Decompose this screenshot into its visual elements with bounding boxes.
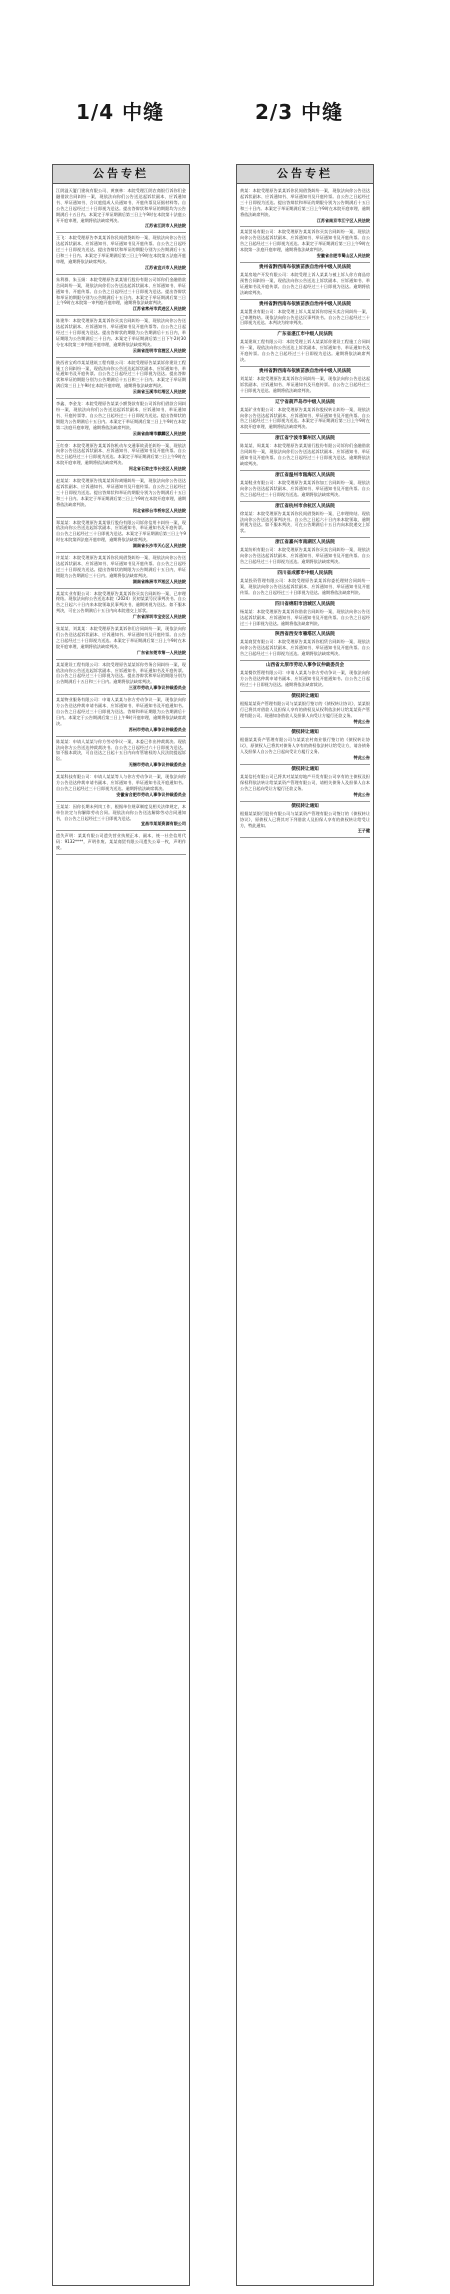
notice-item bbox=[56, 660, 186, 696]
notice-text: 某某餐饮管理有限公司：申请人某某与你方劳动争议一案，现依法向你方公告送达仲裁申请书副本、应诉通知书及开庭通知书。自公告之日起经过三十日即视为送达。逾期将依法缺席裁决。 bbox=[240, 670, 370, 687]
notice-item bbox=[240, 186, 370, 227]
notice-item bbox=[240, 398, 370, 435]
notice-text: 黄某：本院受理原告某某诉你民间借贷纠纷一案，现依法向你公告送达起诉状副本、应诉通知书、举证通知书及开庭传票。自公告之日起经过三十日即视为送达。提出答辩状和举证的期限分别为公告期满后十五日和三十日内。本案定于举证期满后第三日上午9时在本院开庭审理，逾期将依法缺席判决。 bbox=[240, 188, 370, 217]
notice-item bbox=[56, 441, 186, 477]
notice-text: 某某贸易有限公司：本院受理原告某某诉你买卖合同纠纷一案，现依法向你公告送达起诉状副本、应诉通知书、举证通知书及开庭传票。自公告之日起经过三十日即视为送达。本案定于举证期满后第三日上午9时在本院第一法庭开庭审理，逾期将依法缺席判决。 bbox=[240, 229, 370, 253]
notice-item bbox=[56, 772, 186, 802]
notice-text: 某某房地产开发有限公司：本院受理上诉人某某与被上诉人你方商品房预售合同纠纷一案，现依法向你公告送达上诉状副本、应诉通知书、举证通知书及开庭传票。自公告之日起经过三十日即视为送达。逾期将依法缺席判决。 bbox=[240, 271, 370, 295]
notice-signature: 湖南省株洲市芦淞区人民法院 bbox=[132, 578, 186, 584]
notice-text: 江阴溢天厦门建筑有限公司、黄康林：本院受理江阴农商银行诉你们金融借款合同纠纷一案，现依法向你们公告送达起诉状副本、应诉通知书、举证通知书、合议庭组成人员通知书、开庭传票及证据材料等。自公告之日起经过三十日即视为送达。提出答辩状和举证的期限均为公告期满后十五日内。本案定于举证期满后第三日上午9时在本院第十法庭公开开庭审理，逾期将依法缺席判决。 bbox=[56, 188, 186, 223]
notice-item bbox=[56, 275, 186, 316]
notice-list bbox=[53, 184, 189, 855]
notice-court: 债权转让通知 bbox=[291, 803, 319, 809]
notice-signature: 特此公告 bbox=[353, 791, 370, 797]
notice-signature: 河北省邢台市桥东区人民法院 bbox=[132, 507, 186, 513]
notice-signature: 河北省石家庄市长安区人民法院 bbox=[128, 466, 186, 472]
page-label-right: 2/3 中缝 bbox=[255, 100, 344, 124]
notice-text: 某某投资管理有限公司：本院受理原告某某诉你委托理财合同纠纷一案，现依法向你公告送达起诉状副本、应诉通知书、举证通知书及开庭传票。自公告之日起经过三十日即视为送达。逾期将依法缺席判决。 bbox=[240, 577, 370, 595]
notice-item bbox=[240, 502, 370, 539]
notice-text: 某某科技有限公司：申请人某某等人与你方劳动争议一案，现依法向你方公告送达仲裁申请书副本、应诉通知书、举证通知书及开庭通知书。自公告之日起经过三十日即视为送达。逾期将依法缺席裁决。 bbox=[56, 774, 186, 791]
notice-court: 债权转让通知 bbox=[291, 730, 319, 736]
notice-column-left bbox=[52, 164, 190, 2286]
notice-court: 贵州省黔西南布依族苗族自治州中级人民法院 bbox=[259, 368, 351, 374]
notice-item bbox=[56, 831, 186, 855]
notice-text: 陕西省宝鸡市某某建筑工程有限公司：本院受理原告某某诉你建设工程施工合同纠纷一案，现依法向你公告送达起诉状副本、应诉通知书、举证通知书及开庭传票。自公告之日起经过三十日即视为送达。提出答辩状和举证的期限分别为公告期满后十五日和三十日内。本案定于举证期满后第三日上午9时在本院开庭审理，逾期将依法缺席判决。 bbox=[56, 359, 186, 389]
notice-signature: 广东省东莞市第一人民法院 bbox=[136, 649, 186, 655]
notice-court: 浙江省杭州市余杭区人民法院 bbox=[275, 503, 335, 509]
notice-court: 债权转让通知 bbox=[291, 767, 319, 773]
notice-text: 徐某某：本院受理原告某某诉你民间借贷纠纷一案，已审理终结。现依法向你公告送达民事判决书。自公告之日起六十日内来本院领取，逾期则视为送达。如不服本判决，可在公告期满后十五日内向本院递交上诉状。 bbox=[240, 510, 370, 534]
notice-signature: 江苏省宜兴市人民法院 bbox=[145, 264, 186, 270]
notice-text: 某某纺织有限公司：本院受理原告某某诉你买卖合同纠纷一案，现依法向你公告送达起诉状副本、应诉通知书、举证通知书及开庭传票。自公告之日起经过三十日即视为送达。逾期将依法缺席判决。 bbox=[240, 547, 370, 565]
notice-signature: 云南省昆明市官渡区人民法院 bbox=[132, 347, 186, 353]
notice-signature: 江苏省南京市江宁区人民法院 bbox=[316, 217, 370, 223]
notice-item bbox=[56, 233, 186, 274]
notice-signature: 湖南省长沙市天心区人民法院 bbox=[132, 543, 186, 549]
notice-text: 郑某某：本院受理原告某某银行股份有限公司诉你信用卡纠纷一案，现依法向你公告送达起诉状副本、应诉通知书、举证通知书及开庭传票。自公告之日起经过三十日即视为送达。本案定于举证期满后第三日上午9时在本院第四法庭开庭审理，逾期将依法缺席判决。 bbox=[56, 519, 186, 543]
notice-item bbox=[240, 227, 370, 263]
notice-court: 广东省湛江市中级人民法院 bbox=[277, 332, 333, 338]
notice-item bbox=[240, 600, 370, 631]
notice-text: 张某某、刘某某：本院受理原告某某诉你们合同纠纷一案，现依法向你们公告送达起诉状副本、应诉通知书、举证通知书及开庭传票。自公告之日起经过三十日即视为送达。本案定于举证期满后第三日上午9时在本院开庭审理，逾期将依法缺席判决。 bbox=[56, 626, 186, 649]
notice-text: 某某建筑工程有限公司：本院受理上诉人某某诉你建设工程施工合同纠纷一案，现依法向你公告送达上诉状副本、应诉通知书、举证通知书及开庭传票。自公告之日起经过三十日即视为送达。逾期将依法缺席判决。 bbox=[240, 339, 370, 363]
notice-item bbox=[240, 692, 370, 729]
notice-item bbox=[240, 538, 370, 569]
column-header: 公告专栏 bbox=[53, 165, 189, 184]
notice-court: 债权转让通知 bbox=[291, 693, 319, 699]
notice-item bbox=[240, 728, 370, 765]
notice-item bbox=[240, 630, 370, 661]
notice-text: 某某矿业有限公司：本院受理原告某某诉你股权转让纠纷一案，现依法向你公告送达起诉状副本、应诉通知书、举证通知书及开庭传票。自公告之日起经过三十日即视为送达。本案定于举证期满后第三日上午9时在本院开庭审理，逾期将依法缺席判决。 bbox=[240, 406, 370, 430]
notice-text: 某某建设工程有限公司：本院受理原告某某诉你劳务合同纠纷一案，现依法向你公告送达起诉状副本、应诉通知书、举证通知书及开庭传票。自公告之日起经过三十日即视为送达。提出答辩状和举证的期限分别为公告期满后十五日和三十日内。逾期将依法缺席判决。 bbox=[56, 661, 186, 685]
notice-item bbox=[240, 471, 370, 502]
notice-signature: 广东省深圳市宝安区人民法院 bbox=[132, 614, 186, 620]
notice-signature: 特此公告 bbox=[353, 718, 370, 724]
notice-signature: 特此公告 bbox=[353, 755, 370, 761]
notice-item bbox=[240, 569, 370, 600]
notice-item bbox=[240, 263, 370, 300]
notice-signature: 三亚市劳动人事争议仲裁委员会 bbox=[128, 685, 186, 691]
notice-item bbox=[56, 399, 186, 440]
notice-item bbox=[240, 330, 370, 367]
notice-signature: 无锡市劳动人事争议仲裁委员会 bbox=[128, 762, 186, 768]
notice-text: 许某某：本院受理原告某某诉你民间借贷纠纷一案，现依法向你公告送达起诉状副本、应诉通知书、举证通知书及开庭传票。自公告之日起经过三十日即视为送达。提出答辩状的期限为公告期满后十五日内，举证期限为公告期满后三十日内。逾期将依法缺席判决。 bbox=[56, 555, 186, 578]
notice-text: 王飞：本院受理原告李某某诉你民间借贷纠纷一案，现依法向你公告送达起诉状副本、应诉通知书、举证通知书及开庭传票。自公告之日起经过三十日即视为送达。提出答辩状和举证的期限分别为公告期满后十五日和三十日内。本案定于举证期满后第三日上午9时在本院第五法庭开庭审理，逾期将依法缺席判决。 bbox=[56, 235, 186, 264]
notice-court: 四川省成都市中级人民法院 bbox=[277, 570, 333, 576]
notice-text: 遗失声明：某某有限公司遗失营业执照正本、副本，统一社会信用代码：9132****，声明作废。某某商贸有限公司遗失公章一枚，声明作废。 bbox=[56, 833, 186, 851]
notice-signature: 江苏省常州市武进区人民法院 bbox=[132, 306, 186, 312]
notice-text: 陈某某、周某某：本院受理原告某某银行股份有限公司诉你们金融借款合同纠纷一案，现依法向你们公告送达起诉状副本、应诉通知书、举证通知书及开庭传票。自公告之日起经过三十日即视为送达。逾期将依法缺席判决。 bbox=[240, 443, 370, 466]
notice-list bbox=[237, 184, 373, 838]
notice-court: 陕西省西安市雁塔区人民法院 bbox=[275, 632, 335, 638]
notice-text: 根据某某资产管理有限公司与某某银行签订的《债权转让协议》，某某银行已将其对借款人及担保人享有的债权及从权利依法转让给某某资产管理有限公司。现通知各借款人及担保人向受让方履行还款义务。 bbox=[240, 700, 370, 718]
notice-signature: 王子健 bbox=[357, 828, 370, 834]
notice-text: 某某鞋业有限公司：本院受理原告某某诉你加工合同纠纷一案，现依法向你公告送达起诉状副本、应诉通知书、举证通知书及开庭传票。自公告之日起经过三十日即视为送达。逾期将依法缺席判决。 bbox=[240, 479, 370, 497]
notice-item bbox=[56, 316, 186, 357]
notice-court: 浙江省宁波市鄞州区人民法院 bbox=[275, 436, 335, 442]
notice-text: 某某置业有限公司：本院受理上诉人某某诉你房屋买卖合同纠纷一案，已审理终结。现依法向你公告送达民事判决书。自公告之日起经过三十日即视为送达。本判决为终审判决。 bbox=[240, 308, 370, 326]
notice-text: 某某物业服务有限公司：申请人某某与你方劳动争议一案，现依法向你方公告送达仲裁申请书副本、应诉通知书、举证通知书及开庭通知书。自公告之日起经过三十日即视为送达。答辩和举证期限为公告期满后十日内。本案定于公告期满后第三日上午9时开庭审理，逾期将依法缺席裁决。 bbox=[56, 697, 186, 726]
notice-text: 根据某某资产管理有限公司与某某农村商业银行签订的《债权转让协议》，原债权人已将其对债务人享有的债权依法转让给受让方，请各债务人及担保人自公告之日起向受让方履行义务。 bbox=[240, 737, 370, 755]
notice-signature: 江苏省江阴市人民法院 bbox=[145, 223, 186, 229]
notice-text: 陈某某：申请人某某与你方劳动争议一案，本委已作出仲裁裁决。现依法向你方公告送达仲裁裁决书。自公告之日起经过六十日即视为送达。如不服本裁决，可自送达之日起十五日内向有管辖权的人民法院提起诉讼。 bbox=[56, 738, 186, 762]
notice-text: 某某实业有限公司：本院受理原告某某诉你买卖合同纠纷一案，已审理终结。现依法向你公告送达本院（2024）民初某某号民事判决书。自公告之日起六十日内来本院领取民事判决书，逾期则视为送达。如不服本判决，可在公告期满后十五日内向本院递交上诉状。 bbox=[56, 590, 186, 614]
notice-item bbox=[56, 476, 186, 517]
notice-court: 浙江省温州市瓯海区人民法院 bbox=[275, 472, 335, 478]
notice-court: 贵州省黔西南布依族苗族自治州中级人民法院 bbox=[259, 301, 351, 307]
notice-item bbox=[56, 737, 186, 773]
notice-text: 杨某某：本院受理原告某某诉你借款合同纠纷一案，现依法向你公告送达起诉状副本、应诉通知书、举证通知书及开庭传票。自公告之日起经过三十日即视为送达。逾期将依法缺席判决。 bbox=[240, 608, 370, 626]
notice-item bbox=[56, 589, 186, 625]
notice-item bbox=[56, 186, 186, 233]
notice-text: 根据某某银行股份有限公司与某某资产管理有限公司签订的《债权转让协议》，原债权人已将其对下列借款人及担保人享有的债权转让给受让方，特此通知。 bbox=[240, 810, 370, 828]
notice-item bbox=[56, 624, 186, 660]
notice-item bbox=[56, 802, 186, 832]
notice-court: 辽宁省葫芦岛市中级人民法院 bbox=[275, 399, 335, 405]
notice-court: 贵州省黔西南布依族苗族自治州中级人民法院 bbox=[259, 264, 351, 270]
notice-signature: 苏州市劳动人事争议仲裁委员会 bbox=[128, 726, 186, 732]
notice-court: 四川省绵阳市涪城区人民法院 bbox=[275, 601, 335, 607]
notice-item bbox=[240, 434, 370, 471]
notice-item bbox=[56, 358, 186, 399]
notice-text: 刘某某：本院受理原告某某诉你合同纠纷一案，现依法向你公告送达起诉状副本、应诉通知书、举证通知书及开庭传票。自公告之日起经过三十日即视为送达。逾期将依法缺席判决。 bbox=[240, 375, 370, 393]
column-header: 公告专栏 bbox=[237, 165, 373, 184]
notice-signature: 安徽省合肥市蜀山区人民法院 bbox=[316, 253, 370, 259]
notice-text: 某某信托有限公司已将其对某某房地产开发有限公司享有的主债权及担保权利依法转让给某某资产管理有限公司，请相关债务人及担保人自本公告之日起向受让方履行还款义务。 bbox=[240, 774, 370, 791]
page-label-left: 1/4 中缝 bbox=[76, 100, 165, 124]
notice-signature: 宜昌市某某资源有限公司 bbox=[140, 821, 186, 827]
notice-text: 王红豪：本院受理原告某某诉你机动车交通事故责任纠纷一案，现依法向你公告送达起诉状副本、应诉通知书、举证通知书及开庭传票。自公告之日起经过三十日即视为送达。本案定于举证期满后第三日上午9时在本院开庭审理，逾期将依法缺席判决。 bbox=[56, 442, 186, 466]
notice-item bbox=[56, 518, 186, 554]
notice-signature: 安徽省合肥市劳动人事争议仲裁委员会 bbox=[116, 791, 186, 797]
notice-item bbox=[240, 661, 370, 692]
notice-court: 山西省太原市劳动人事争议仲裁委员会 bbox=[265, 663, 345, 669]
notice-item bbox=[56, 553, 186, 589]
notice-column-right bbox=[236, 164, 374, 2286]
notice-text: 某某商贸有限公司：本院受理原告某某诉你租赁合同纠纷一案，现依法向你公告送达起诉状副本、应诉通知书、举证通知书及开庭传票。自公告之日起经过三十日即视为送达。逾期将依法缺席判决。 bbox=[240, 639, 370, 657]
notice-item bbox=[240, 802, 370, 839]
notice-signature: 云南省曲靖市麒麟区人民法院 bbox=[132, 430, 186, 436]
notice-text: 赵某某：本院受理原告钱某某诉你离婚纠纷一案，现依法向你公告送达起诉状副本、应诉通知书、举证通知书及开庭传票。自公告之日起经过三十日即视为送达。提出答辩状和举证的期限分别为公告期满后十五日和三十日内。本案定于举证期满后第三日上午9时在本院开庭审理，逾期将依法缺席判决。 bbox=[56, 478, 186, 507]
notice-text: 陈建华：本院受理原告某某诉你买卖合同纠纷一案，现依法向你公告送达起诉状副本、应诉通知书、举证通知书及开庭传票等。自公告之日起经过三十日即视为送达。提出答辩状的期限为公告期满后十五日内，举证期限为公告期满后三十日内。本案定于举证期满后第三日下午2时30分在本院第三审判庭开庭审理，逾期将依法缺席判决。 bbox=[56, 318, 186, 347]
notice-item bbox=[56, 695, 186, 736]
notice-item bbox=[240, 367, 370, 398]
notice-signature: 云南省玉溪市红塔区人民法院 bbox=[132, 389, 186, 395]
notice-item bbox=[240, 765, 370, 802]
notice-court: 浙江省嘉兴市南湖区人民法院 bbox=[275, 540, 335, 546]
notice-text: 王某某：因你长期未到岗工作，根据单位规章制度及相关法律规定，本单位决定与你解除劳动合同。现依法向你公告送达解除劳动合同通知书，自公告之日起经过三十日即视为送达。 bbox=[56, 803, 186, 821]
notice-text: 李鑫、李金龙：本院受理原告某某小额贷款有限公司诉你们借款合同纠纷一案，现依法向你们公告送达起诉状副本、应诉通知书、举证通知书、开庭传票等。自公告之日起经过三十日即视为送达。提出答辩状的期限为公告期满后十五日内。本案定于举证期满后第三日上午9时在本院第二法庭开庭审理，逾期将依法缺席判决。 bbox=[56, 401, 186, 430]
notice-text: 朱利群、朱玉娟：本院受理原告某某银行股份有限公司诉你们金融借款合同纠纷一案，现依法向你们公告送达起诉状副本、应诉通知书、举证通知书、开庭传票。自公告之日起经过三十日即视为送达。提出答辩状和举证的期限分别为公告期满后十五日内。本案定于举证期满后第三日上午9时在本院第一审判庭开庭审理，逾期将依法缺席判决。 bbox=[56, 276, 186, 306]
notice-item bbox=[240, 300, 370, 331]
